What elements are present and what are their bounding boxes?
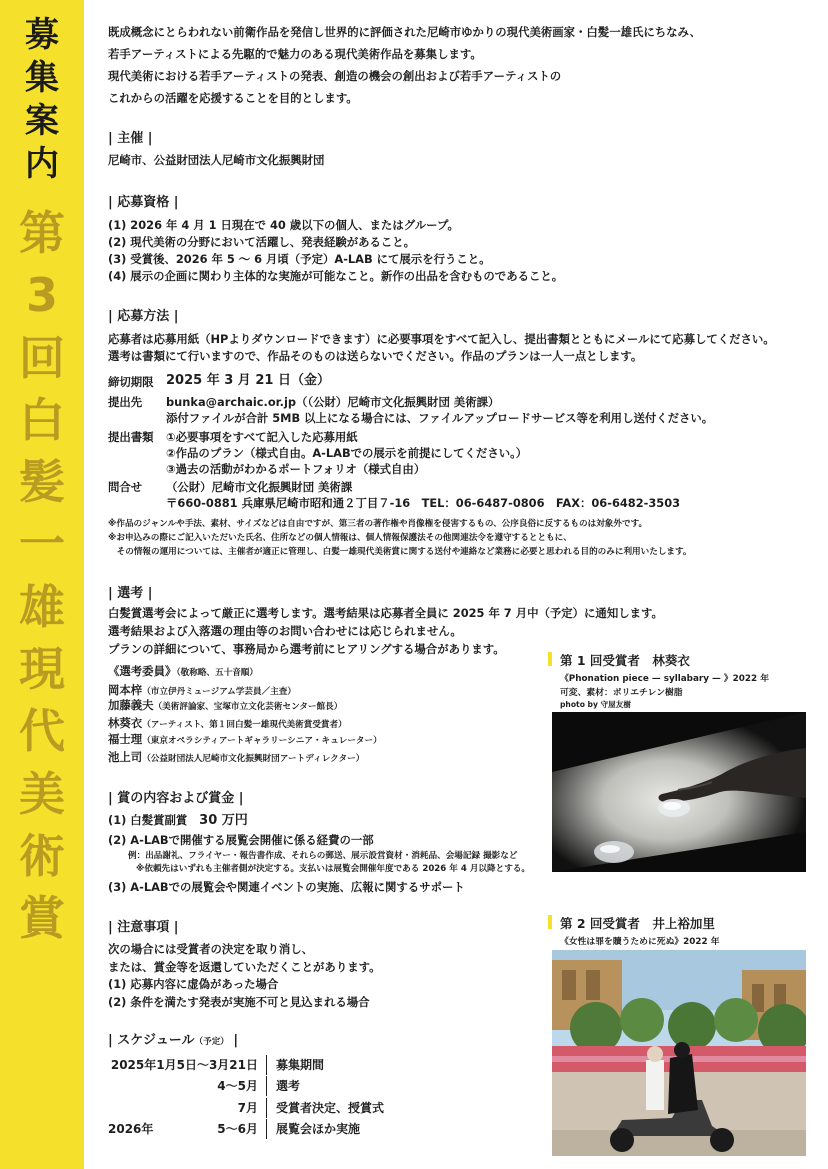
schedule-event: 受賞者決定、授賞式 [276,1101,385,1115]
award-title-char: 一 [19,517,65,572]
schedule-row [108,1055,528,1075]
member-name: 岡本梓 [108,683,143,697]
docs-label: 提出書類 [108,430,154,444]
prize-item: (3) A-LABでの展覧会や関連イベントの実施、広報に関するサポート [108,880,465,894]
schedule-event: 展覧会ほか実施 [276,1122,361,1136]
eligibility-heading: | 応募資格 | [108,195,179,210]
schedule-date: 2025年1月5日〜3月21日 [110,1058,258,1072]
schedule-heading-end: | [233,1033,239,1048]
docs-item: ②作品のプラン（様式自由。A-LABでの展示を前提にしてください。） [166,446,528,460]
award-title-char: 術 [19,828,65,883]
band-heading-char: 内 [25,144,59,184]
schedule-year: 2026年 [108,1122,154,1136]
intro-line: 既成概念にとらわれない前衛作品を発信し世界的に評価された尼崎市ゆかりの現代美術画家・白髪一雄氏にちなみ、 [108,25,701,39]
deadline-label: 締切期限 [108,375,154,389]
intro-line: これからの活躍を応援することを目的とします。 [108,91,358,105]
winner1-title: 第 1 回受賞者 林葵衣 [560,653,690,668]
winner1-credit: photo by 守屋友樹 [560,700,631,709]
prize-note: 例：出品謝礼、フライヤー・報告書作成、それらの郵送、展示設営資材・消耗品、会場記録 撮影など [128,851,518,861]
eligibility-item: (4) 展示の企画に関わり主体的な実施が可能なこと。新作の出品を含むものであること。 [108,269,564,283]
eligibility-item: (3) 受賞後、2026 年 5 〜 6 月頃（予定）A-LAB にて展示を行うこと。 [108,252,491,266]
member-role: （美術評論家、宝塚市立文化芸術センター館長） [153,702,343,712]
method-line: 選考は書類にて行いますので、作品そのものは送らないでください。作品のプランは一人一点とします。 [108,349,643,363]
selection-line: 選考結果および入落選の理由等のお問い合わせには応じられません。 [108,624,462,638]
committee-title [108,663,258,679]
winner2-photo [552,950,806,1156]
award-title-char: 回 [19,330,65,385]
eligibility-item: (1) 2026 年 4 月 1 日現在で 40 歳以下の個人、またはグループ。 [108,218,459,232]
member-role: （公益財団法人尼崎市文化振興財団アートディレクター） [142,754,365,764]
member-name: 福士理 [108,732,143,746]
member-role: （東京オペラシティアートギャラリーシニア・キュレーター） [142,736,382,746]
schedule-row [108,1098,528,1118]
prize-note: ※依頼先はいずれも主催者側が決定する。支払いは展覧会開催年度である 2026 年 4 月以降とする。 [136,864,530,874]
method-note: ※お申込みの際にご記入いただいた氏名、住所などの個人情報は、個人情報保護法その他関連法令を遵守するとともに、 [108,533,572,543]
submit-label: 提出先 [108,395,143,409]
docs-item: ③過去の活動がわかるポートフォリオ（様式自由） [166,462,426,476]
winner2-title: 第 2 回受賞者 井上裕加里 [560,916,715,931]
band-heading-char: 案 [25,101,59,141]
organizer-heading: | 主催 | [108,131,153,146]
committee-title-text: 《選考委員》 [108,664,177,678]
schedule-heading [108,1032,238,1050]
award-title-char: 雄 [19,579,65,634]
schedule-divider [266,1098,267,1118]
committee-member [108,697,342,713]
schedule-date: 5〜6月 [217,1122,258,1136]
band-heading [22,14,62,186]
method-note: ※作品のジャンルや手法、素材、サイズなどは自由ですが、第三者の著作権や肖像権を侵害するもの、公序良俗に反するものは対象外です。 [108,519,648,529]
award-title-char: 美 [19,766,65,821]
schedule-divider [266,1076,267,1096]
schedule-event: 選考 [276,1079,301,1093]
schedule-date: 4〜5月 [217,1079,258,1093]
schedule-divider [266,1055,267,1075]
prize-item-label: (1) 白髪賞副賞 [108,813,188,827]
method-note: その情報の運用については、主催者が適正に管理し、白髪一雄現代美術賞に関する送付や連絡など業務に必要と思われる目的のみに利用いたします。 [108,547,692,557]
committee-member [108,731,382,747]
caution-heading: | 注意事項 | [108,920,179,935]
method-heading: | 応募方法 | [108,309,179,324]
award-title-char: 代 [19,704,65,759]
winner1-photo-art [552,712,806,872]
award-title-char: 3 [25,268,58,323]
committee-note: （敬称略、五十音順） [176,668,258,678]
selection-line: プランの詳細について、事務局から選考前にヒアリングする場合があります。 [108,642,505,656]
member-name: 林葵衣 [108,716,143,730]
submit-email[interactable]: bunka@archaic.or.jp（（公財）尼崎市文化振興財団 美術課） [166,395,500,409]
winner2-work: 《女性は罪を贖うために死ぬ》2022 年 [560,937,720,947]
schedule-date: 7月 [237,1101,258,1115]
member-name: 加藤義夫 [108,698,154,712]
schedule-heading-note: （予定） [194,1037,229,1047]
schedule-heading-text: | スケジュール [108,1033,195,1048]
award-title-char: 白 [19,392,65,447]
docs-item: ①必要事項をすべて記入した応募用紙 [166,430,358,444]
member-role: （アーティスト、第１回白髪一雄現代美術賞受賞者） [142,720,347,730]
contact-address: 〒660-0881 兵庫県尼崎市昭和通２丁目７-16 TEL：06-6487-0806 FAX：06-6482-3503 [166,496,681,510]
schedule-row [108,1076,528,1096]
prize-amount: 30 万円 [199,813,248,828]
winner1-photo [552,712,806,872]
submit-note: 添付ファイルが合計 5MB 以上になる場合には、ファイルアップロードサービス等を利用し送付ください。 [166,411,714,425]
member-role: （市立伊丹ミュージアム学芸員／主査） [142,687,296,697]
schedule-divider [266,1119,267,1139]
deadline-date: 2025 年 3 月 21 日（金） [166,373,330,388]
schedule-event: 募集期間 [276,1058,325,1072]
committee-member [108,749,364,765]
prize-item: (2) A-LABで開催する展覧会開催に係る経費の一部 [108,833,374,847]
prize-item [108,812,248,829]
selection-heading: | 選考 | [108,586,153,601]
contact-org: （公財）尼崎市文化振興財団 美術課 [166,480,353,494]
committee-member [108,682,296,698]
winner2-marker [548,915,552,929]
caution-line: 次の場合には受賞者の決定を取り消し、 [108,942,314,956]
winner2-photo-art [552,950,806,1156]
award-title-char: 現 [19,642,65,697]
schedule-row [108,1119,528,1139]
award-title-char: 髪 [19,455,65,510]
prize-heading: | 賞の内容および賞金 | [108,791,244,806]
selection-line: 白髪賞選考会によって厳正に選考します。選考結果は応募者全員に 2025 年 7 月中（予定）に通知します。 [108,606,663,620]
caution-line: (2) 条件を満たす発表が実施不可と見込まれる場合 [108,995,370,1009]
award-title-char: 賞 [19,891,65,946]
deadline-row [108,373,808,393]
band-heading-char: 募 [25,15,59,55]
member-name: 池上司 [108,750,143,764]
band-heading-char: 集 [25,58,59,98]
winner1-material: 可変、素材：ポリエチレン樹脂 [560,688,683,698]
method-line: 応募者は応募用紙（HPよりダウンロードできます）に必要事項をすべて記入し、提出書類とともにメールにて応募してください。 [108,332,775,346]
caution-line: または、賞金等を返還していただくことがあります。 [108,960,381,974]
side-band [0,0,84,1169]
award-title-char: 第 [19,206,65,260]
intro-line: 若手アーティストによる先駆的で魅力のある現代美術作品を募集します。 [108,47,482,61]
organizer-text: 尼崎市、公益財団法人尼崎市文化振興財団 [108,153,325,167]
committee-member [108,715,347,731]
intro-line: 現代美術における若手アーティストの発表、創造の機会の創出および若手アーティストの [108,69,562,83]
winner1-marker [548,652,552,666]
award-title [14,202,70,950]
caution-line: (1) 応募内容に虚偽があった場合 [108,977,279,991]
winner1-work: 《Phonation piece — syllabary — 》2022 年 [560,674,770,684]
contact-label: 問合せ [108,480,143,494]
eligibility-item: (2) 現代美術の分野において活躍し、発表経験があること。 [108,235,416,249]
